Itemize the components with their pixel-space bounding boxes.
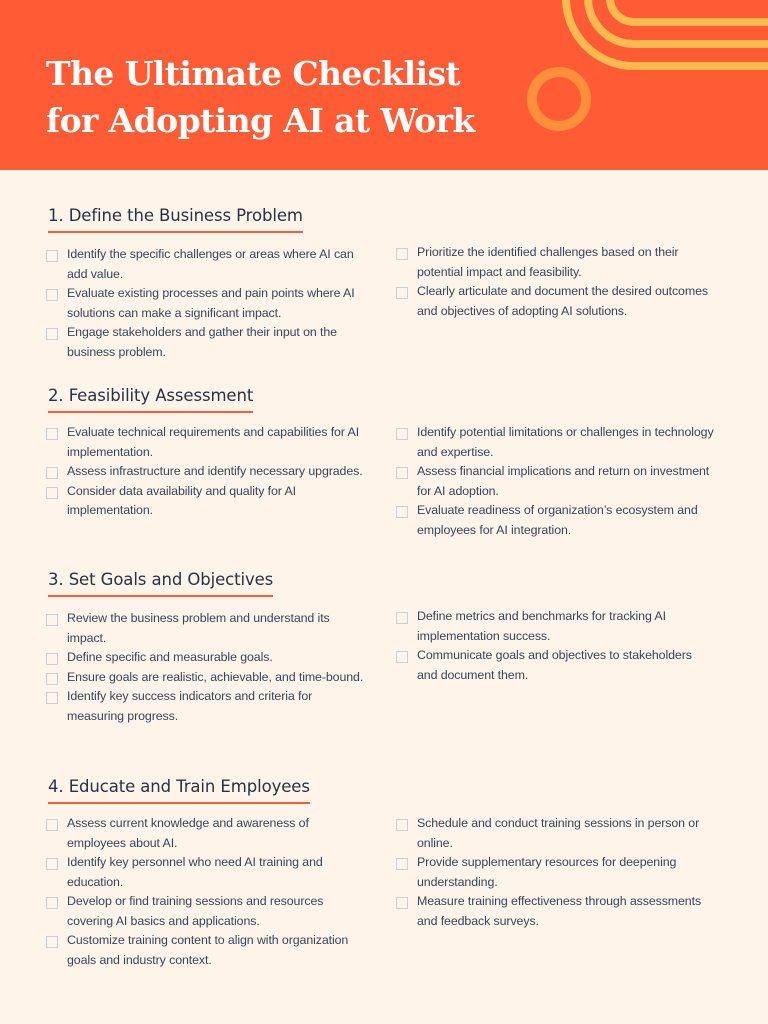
checklist-item[interactable]: Evaluate existing processes and pain points where AI solutions can make a significant impact. <box>46 284 364 323</box>
checkbox[interactable] <box>46 467 58 479</box>
checklist-item[interactable]: Develop or find training sessions and resources covering AI basics and applications. <box>46 892 364 931</box>
checkbox[interactable] <box>46 428 58 440</box>
section-title: 4. Educate and Train Employees <box>48 777 310 804</box>
section-title: 1. Define the Business Problem <box>48 206 303 233</box>
checklist-item[interactable]: Review the business problem and understand its impact. <box>46 609 364 648</box>
checkbox[interactable] <box>396 248 408 260</box>
checkbox[interactable] <box>396 428 408 440</box>
checkbox[interactable] <box>46 897 58 909</box>
checklist-item[interactable]: Evaluate technical requirements and capabilities for AI implementation. <box>46 423 364 462</box>
checkbox[interactable] <box>46 692 58 704</box>
title-line-1: The Ultimate Checklist <box>46 54 461 93</box>
checklist-item[interactable]: Define metrics and benchmarks for tracking AI implementation success. <box>396 607 714 646</box>
checkbox[interactable] <box>46 487 58 499</box>
checklist-item[interactable]: Assess current knowledge and awareness of employees about AI. <box>46 814 364 853</box>
checklist-right-column <box>396 423 714 540</box>
checkbox[interactable] <box>46 614 58 626</box>
checklist-item[interactable]: Engage stakeholders and gather their input on the business problem. <box>46 323 364 362</box>
title-line-2: for Adopting AI at Work <box>46 101 475 140</box>
checklist-item[interactable]: Define specific and measurable goals. <box>46 648 364 668</box>
checklist-item[interactable]: Schedule and conduct training sessions in person or online. <box>396 814 714 853</box>
checkbox[interactable] <box>396 897 408 909</box>
checkbox[interactable] <box>396 506 408 518</box>
checkbox[interactable] <box>46 289 58 301</box>
checklist-item[interactable]: Customize training content to align with organization goals and industry context. <box>46 931 364 970</box>
checkbox[interactable] <box>396 819 408 831</box>
section-title: 2. Feasibility Assessment <box>48 386 253 413</box>
checkbox[interactable] <box>46 819 58 831</box>
checklist-item[interactable]: Provide supplementary resources for deepening understanding. <box>396 853 714 892</box>
decorative-arcs <box>0 0 768 170</box>
checklist-item[interactable]: Assess infrastructure and identify necessary upgrades. <box>46 462 364 482</box>
section-title: 3. Set Goals and Objectives <box>48 570 273 597</box>
checklist-item[interactable]: Communicate goals and objectives to stakeholders and document them. <box>396 646 714 685</box>
checkbox[interactable] <box>46 328 58 340</box>
checklist-item[interactable]: Ensure goals are realistic, achievable, and time-bound. <box>46 668 364 688</box>
arc-inner <box>610 0 768 22</box>
checklist-right-column <box>396 814 714 931</box>
checklist-item[interactable]: Identify the specific challenges or areas where AI can add value. <box>46 245 364 284</box>
checkbox[interactable] <box>396 651 408 663</box>
arc-outer <box>566 0 768 66</box>
checklist-left-column <box>46 609 364 726</box>
checkbox[interactable] <box>46 936 58 948</box>
checkbox[interactable] <box>396 612 408 624</box>
checklist-left-column <box>46 423 364 521</box>
checkbox[interactable] <box>396 467 408 479</box>
checkbox[interactable] <box>46 250 58 262</box>
checklist-item[interactable]: Identify key personnel who need AI training and education. <box>46 853 364 892</box>
checklist-left-column <box>46 814 364 970</box>
checklist-item[interactable]: Clearly articulate and document the desired outcomes and objectives of adopting AI solutions. <box>396 282 714 321</box>
ring-circle <box>532 72 586 126</box>
checklist-item[interactable]: Identify potential limitations or challenges in technology and expertise. <box>396 423 714 462</box>
checkbox[interactable] <box>46 858 58 870</box>
checklist-right-column <box>396 243 714 321</box>
checklist-item[interactable]: Identify key success indicators and criteria for measuring progress. <box>46 687 364 726</box>
checklist-item[interactable]: Prioritize the identified challenges based on their potential impact and feasibility. <box>396 243 714 282</box>
checklist-item[interactable]: Measure training effectiveness through assessments and feedback surveys. <box>396 892 714 931</box>
checkbox[interactable] <box>46 653 58 665</box>
checkbox[interactable] <box>396 287 408 299</box>
checklist-item[interactable]: Assess financial implications and return on investment for AI adoption. <box>396 462 714 501</box>
checklist-item[interactable]: Consider data availability and quality for AI implementation. <box>46 482 364 521</box>
checklist-right-column <box>396 607 714 685</box>
checkbox[interactable] <box>396 858 408 870</box>
header-banner <box>0 0 768 170</box>
checklist-item[interactable]: Evaluate readiness of organization’s ecosystem and employees for AI integration. <box>396 501 714 540</box>
checkbox[interactable] <box>46 673 58 685</box>
checklist-left-column <box>46 245 364 362</box>
